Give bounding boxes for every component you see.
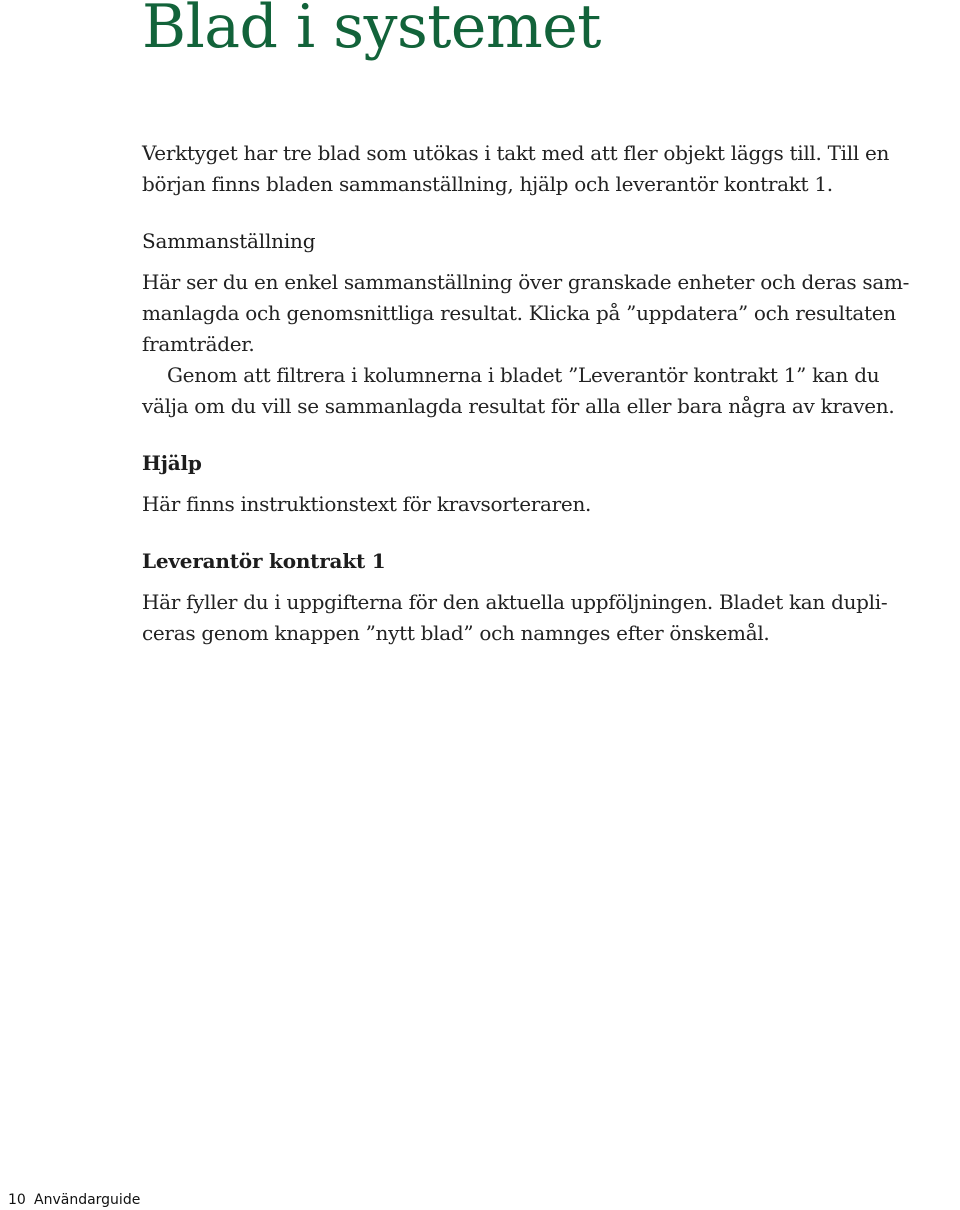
text-line: Genom att filtrera i kolumnerna i bladet ”Leverantör kontrakt 1” kan du: [167, 363, 880, 387]
text-line: ceras genom knappen ”nytt blad” och namnges efter önskemål.: [142, 621, 770, 645]
body-paragraph: [142, 267, 960, 360]
text-line: framträder.: [142, 332, 255, 356]
text-line: Här finns instruktionstext för kravsorteraren.: [142, 492, 592, 516]
body-paragraph: [142, 360, 960, 422]
section-hjalp: [142, 448, 960, 520]
document-body: [142, 138, 960, 649]
section-heading: Hjälp: [142, 451, 202, 475]
text-line: manlagda och genomsnittliga resultat. Klicka på ”uppdatera” och resultaten: [142, 301, 896, 325]
section-heading: Leverantör kontrakt 1: [142, 549, 386, 573]
intro-paragraph: [142, 138, 960, 200]
body-paragraph: [142, 587, 960, 649]
text-line: välja om du vill se sammanlagda resultat för alla eller bara några av kraven.: [142, 394, 895, 418]
text-line: Här ser du en enkel sammanställning över granskade enheter och deras sam-: [142, 270, 910, 294]
page-title: Blad i systemet: [142, 0, 601, 62]
text-line: början finns bladen sammanställning, hjälp och leverantör kontrakt 1.: [142, 172, 833, 196]
page-number: 10: [8, 1192, 26, 1208]
text-line: Verktyget har tre blad som utökas i takt med att fler objekt läggs till. Till en: [142, 141, 890, 165]
section-heading: Sammanställning: [142, 229, 316, 253]
page-footer: [8, 1190, 140, 1210]
section-sammanstallning: [142, 226, 960, 422]
text-line: Här fyller du i uppgifterna för den aktuella uppföljningen. Bladet kan dupli-: [142, 590, 888, 614]
section-leverantor-kontrakt-1: [142, 546, 960, 649]
footer-label: Användarguide: [34, 1192, 141, 1208]
body-paragraph: [142, 489, 960, 520]
